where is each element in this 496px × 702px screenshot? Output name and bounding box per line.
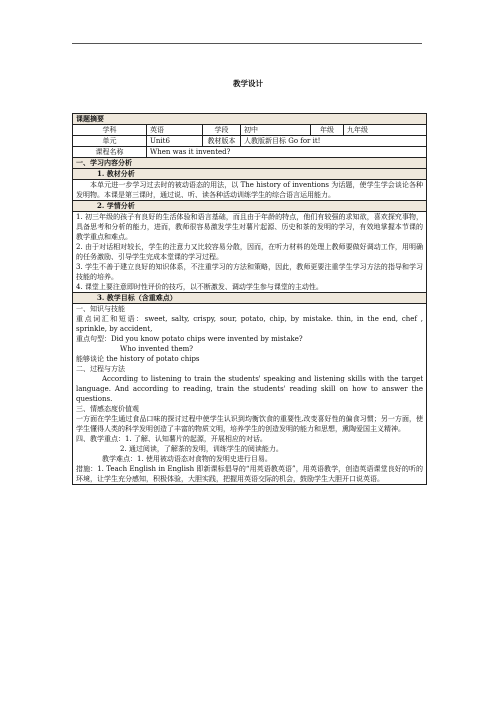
key-point-2: 2. 通过阅读，了解茶的发明，训练学生的阅读能力。 — [120, 445, 283, 453]
key-points: 四、教学重点：1. 了解、认知薯片的起源，开展相应的对话。 — [76, 435, 267, 443]
lesson-plan-table — [72, 113, 427, 485]
goals-title-row — [73, 293, 427, 304]
material-title: 1. 教材分析 — [73, 169, 427, 180]
summary-header-row — [73, 114, 427, 125]
label-stage: 学段 — [203, 125, 241, 136]
process-title: 二、过程与方法 — [76, 365, 125, 373]
value-unit: Unit6 — [147, 136, 203, 147]
label-unit: 单元 — [73, 136, 147, 147]
value-course: When was it invented? — [147, 147, 427, 158]
value-grade: 九年级 — [344, 125, 427, 136]
material-text: 本单元进一步学习过去时的被动语态的用法，以 The history of inventions 为话题，使学生学会谈论各种发明物。本课是第三课时，通过说、听、读各种活动训练学生的综合语言运用能力。 — [76, 181, 424, 199]
summary-row-subject — [73, 125, 427, 136]
knowledge-title: 一、知识与技能 — [76, 305, 125, 313]
header-rule — [72, 43, 422, 44]
difficulty-text: 教学难点：1. 使用被动语态对食物的发明史进行目易。 — [102, 455, 272, 463]
sentence-pattern-2: Who invented them? — [120, 345, 194, 353]
learner-item: 4. 课堂上要注意即时性评价的技巧，以不断激发、调动学生参与课堂的主动性。 — [76, 283, 323, 291]
ability-text: 能够谈论 the history of potato chips — [76, 355, 200, 363]
summary-header: 课题摘要 — [73, 114, 427, 125]
value-stage: 初中 — [241, 125, 311, 136]
material-text-row — [73, 180, 427, 201]
measures-text: 措施：1. Teach English in English 即新课标倡导的“用英语教英语”，用英语教学，创造英语课堂良好的听的环境，让学生充分感知，积极体验，大胆实践，把握用英语交际的机会，鼓励学生大胆开口说英语。 — [76, 465, 424, 483]
learner-item: 1. 初三年级的孩子有良好的生活体验和语言基础，而且由于年龄的特点，他们有较强的求知欲，喜欢探究事物，具备思考和分析的能力，进而，教师很容易激发学生对薯片起源、历史和茶的发明的学习，有效地掌握本节课的教学重点和难点。 — [76, 213, 424, 241]
learner-item: 3. 学生不善于建立良好的知识体系，不注重学习的方法和策略，因此，教师更要注重学生学习方法的指导和学习技能的培养。 — [76, 263, 424, 281]
learner-title: 2. 学情分析 — [73, 201, 427, 212]
attitude-title: 三、情感态度价值观 — [76, 405, 139, 413]
goals-text-row — [73, 304, 427, 485]
label-grade: 年级 — [311, 125, 344, 136]
value-subject: 英语 — [147, 125, 203, 136]
vocab-text: 重点词汇和短语：sweet, salty, crispy, sour, potato, chip, by mistake. thin, in the end, chef , sprinkle, by accident, — [76, 315, 424, 333]
summary-row-unit — [73, 136, 427, 147]
goals-title: 3. 教学目标（含重难点） — [73, 293, 427, 304]
section1-header-row — [73, 158, 427, 169]
sentence-pattern: 重点句型：Did you know potato chips were invented by mistake? — [76, 335, 303, 343]
section1-header: 一、学习内容分析 — [73, 158, 427, 169]
attitude-text: 一方面在学生通过食品口味的探讨过程中使学生认识到均衡饮食的重要性,改变喜好性的偏食习惯；另一方面，使学生懂得人类的科学发明创造了丰富的物质文明，培养学生的创造发明的能力和思想，熏陶爱国主义精神。 — [76, 415, 424, 433]
summary-row-course — [73, 147, 427, 158]
material-title-row — [73, 169, 427, 180]
value-edition: 人教版新目标 Go for it! — [241, 136, 427, 147]
process-text: According to listening to train the students' speaking and listening skills with the target language. And according to reading, train the students' reading skill on how to answer the questions. — [76, 375, 424, 403]
learner-title-row — [73, 201, 427, 212]
page-title: 教学设计 — [233, 79, 263, 88]
learner-text-row — [73, 212, 427, 293]
label-subject: 学科 — [73, 125, 147, 136]
label-course: 课程名称 — [73, 147, 147, 158]
label-edition: 教材版本 — [203, 136, 241, 147]
learner-item: 2. 由于对话相对较长，学生的注意力又比较容易分散，因而，在听力材料的处理上教师要做好调动工作，用明确的任务激励、引导学生完成本堂课的学习过程。 — [76, 243, 424, 261]
